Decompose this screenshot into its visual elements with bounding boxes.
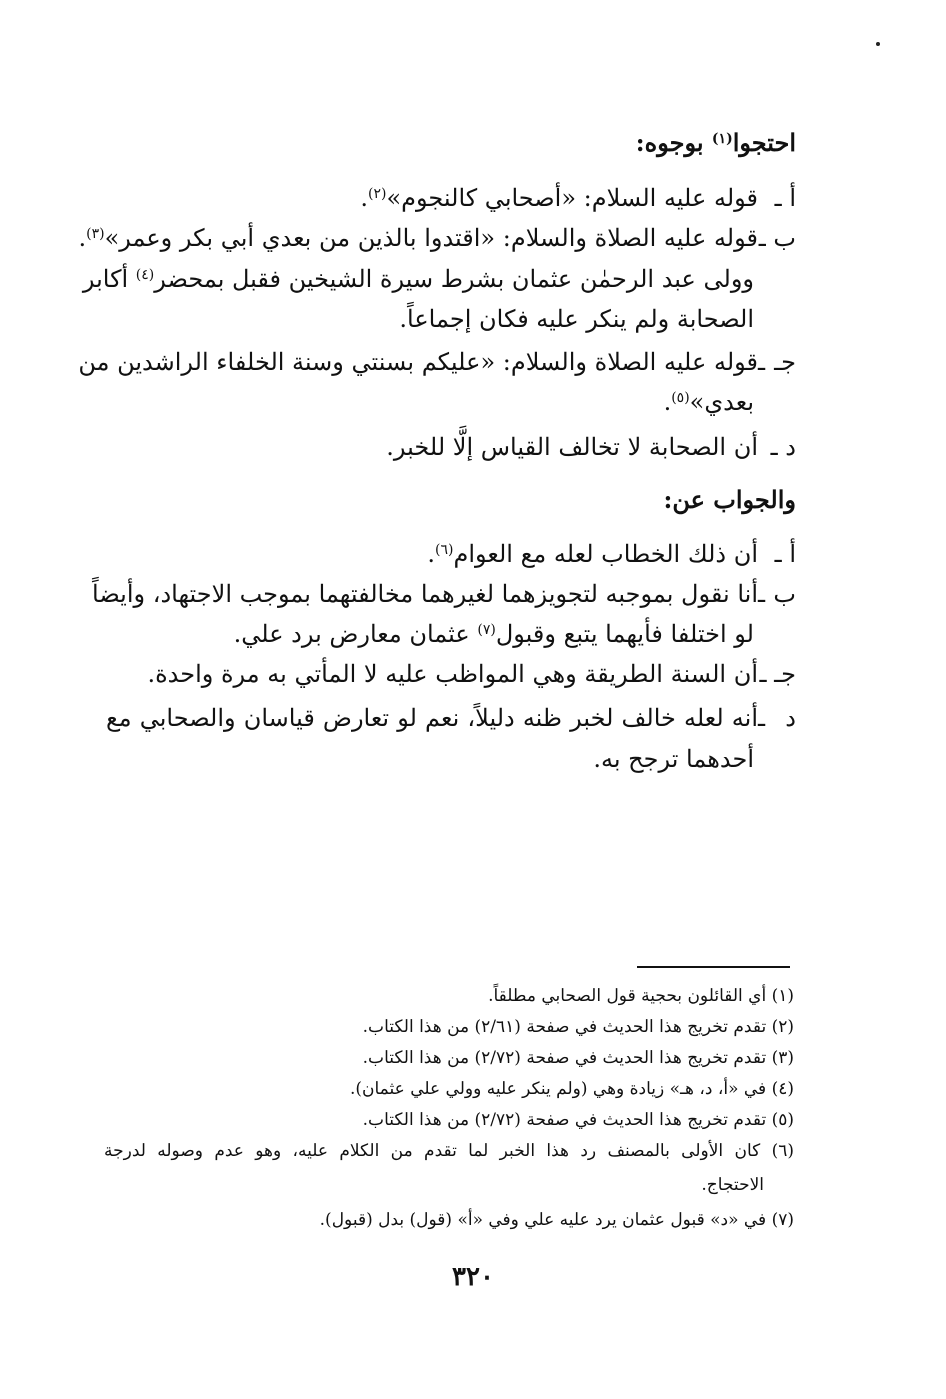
speck — [876, 42, 880, 46]
footnote-2: (٢) تقدم تخريج هذا الحديث في صفحة (٢/٦١) من هذا الكتاب. — [362, 1017, 794, 1037]
heading-arguments: احتجوا$^{(١)}$ بوجوه: — [635, 128, 796, 157]
argument-b: ب ـقوله عليه الصلاة والسلام: «اقتدوا بالذين من بعدي أبي بكر وعمر»$^{(٣)}$. — [106, 221, 796, 255]
answer-b-continuation: لو اختلفا فأيهما يتبع وقبول$^{(٧)}$ عثمان معارض برد علي. — [233, 620, 754, 648]
argument-c-continuation: بعدي»$^{(٥)}$. — [663, 388, 754, 416]
argument-d: د ـأن الصحابة لا تخالف القياس إلَّا للخبر. — [106, 430, 796, 464]
footnote-ref: (٦) — [434, 542, 454, 558]
page-number: ٣٢٠ — [452, 1262, 494, 1292]
list-marker: د ـ — [770, 433, 796, 461]
footnote-separator — [637, 966, 790, 968]
answer-b: ب ـأنا نقول بموجبه لتجويزهما لغيرهما مخالفتهما بموجب الاجتهاد، وأيضاً — [106, 577, 796, 611]
footnote-ref: (٢) — [367, 186, 387, 202]
footnote-6-continuation: الاحتجاج. — [701, 1175, 764, 1195]
argument-c: جـ ـقوله عليه الصلاة والسلام: «عليكم بسنتي وسنة الخلفاء الراشدين من — [106, 345, 796, 379]
list-marker: أ ـ — [774, 184, 796, 212]
answer-c: جـ ـأن السنة الطريقة وهي المواظب عليه لا المأتي به مرة واحدة. — [106, 657, 796, 691]
footnote-ref: (١) — [711, 131, 733, 147]
footnote-ref: (٥) — [671, 390, 690, 406]
argument-a: أ ـقوله عليه السلام: «أصحابي كالنجوم»$^{(٢)}$. — [106, 181, 796, 215]
answer-d: د ـأنه لعله خالف لخبر ظنه دليلاً، نعم لو تعارض قياسان والصحابي مع — [106, 701, 796, 735]
footnote-ref: (٣) — [86, 226, 105, 242]
footnote-4: (٤) في «أ، د، هـ» زيادة وهي (ولم ينكر عليه وولي علي عثمان). — [349, 1079, 794, 1099]
footnote-ref: (٤) — [135, 267, 155, 283]
list-marker: جـ ـ — [758, 348, 796, 376]
footnote-6: (٦) كان الأولى بالمصنف رد هذا الخبر لما تقدم من الكلام عليه، وهو عدم وصوله لدرجة — [104, 1141, 794, 1161]
footnote-5: (٥) تقدم تخريج هذا الحديث في صفحة (٢/٧٢) من هذا الكتاب. — [362, 1110, 794, 1130]
argument-b-continuation: الصحابة ولم ينكر عليه فكان إجماعاً. — [399, 305, 754, 333]
footnote-1: (١) أي القائلون بحجية قول الصحابي مطلقاً. — [488, 986, 794, 1006]
footnote-7: (٧) في «د» قبول عثمان يرد عليه علي وفي «أ» (قول) بدل (قبول). — [319, 1210, 794, 1230]
list-marker: ب ـ — [758, 580, 796, 608]
argument-b-continuation: وولى عبد الرحمٰن عثمان بشرط سيرة الشيخين فقبل بمحضر$^{(٤)}$ أكابر — [82, 265, 754, 293]
list-marker: أ ـ — [774, 540, 796, 568]
heading-answers: والجواب عن: — [663, 485, 796, 514]
list-marker: د ـ — [758, 704, 796, 732]
footnote-3: (٣) تقدم تخريج هذا الحديث في صفحة (٢/٧٢) من هذا الكتاب. — [362, 1048, 794, 1068]
footnote-ref: (٧) — [477, 622, 496, 638]
answer-a: أ ـأن ذلك الخطاب لعله مع العوام$^{(٦)}$. — [106, 537, 796, 571]
answer-d-continuation: أحدهما ترجح به. — [593, 745, 754, 773]
list-marker: ب ـ — [758, 224, 796, 252]
list-marker: جـ ـ — [759, 660, 796, 688]
